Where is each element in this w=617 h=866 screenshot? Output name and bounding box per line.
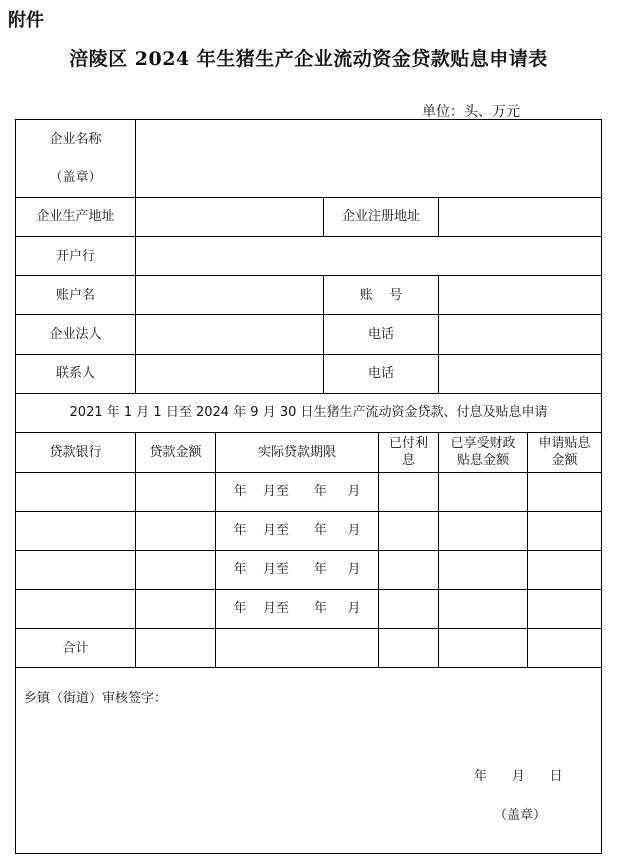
apply-subsidy-field[interactable] — [528, 590, 602, 629]
registered-address-field[interactable] — [439, 198, 602, 237]
row-column-headers — [16, 432, 602, 472]
interest-paid-field[interactable] — [379, 511, 439, 550]
row-account — [16, 276, 602, 315]
col-header-fiscal-line2: 贴息金额 — [456, 453, 509, 469]
loan-amount-field[interactable] — [136, 511, 216, 550]
loan-amount-field[interactable] — [136, 551, 216, 590]
col-header-bank: 贷款银行 — [16, 432, 136, 472]
col-header-period: 实际贷款期限 — [216, 432, 379, 472]
col-header-interest-paid-line2: 息 — [401, 453, 415, 469]
production-address-label: 企业生产地址 — [16, 198, 136, 237]
row-total — [16, 629, 602, 668]
unit-note: 单位：头、万元 — [422, 104, 520, 120]
signature-area[interactable] — [16, 668, 602, 854]
row-company-name — [16, 120, 602, 198]
registered-address-label: 企业注册地址 — [324, 198, 439, 237]
loan-period-field[interactable]: 年 月至 年 月 — [216, 551, 379, 590]
company-name-label-cell — [16, 120, 136, 198]
fiscal-subsidy-field[interactable] — [439, 551, 528, 590]
apply-subsidy-field[interactable] — [528, 472, 602, 511]
table-row — [16, 590, 602, 629]
loan-bank-field[interactable] — [16, 511, 136, 550]
fiscal-subsidy-field[interactable] — [439, 590, 528, 629]
signature-date: 年 月 日 — [474, 769, 563, 785]
interest-paid-field[interactable] — [379, 590, 439, 629]
legal-rep-phone-label: 电话 — [324, 315, 439, 354]
signature-seal-note: （盖章） — [494, 808, 547, 824]
company-name-field[interactable] — [136, 120, 602, 198]
bank-field[interactable] — [136, 237, 602, 276]
contact-phone-field[interactable] — [439, 354, 602, 393]
fiscal-subsidy-field[interactable] — [439, 472, 528, 511]
company-name-label: 企业名称 — [49, 132, 102, 148]
total-fiscal-subsidy-field[interactable] — [439, 629, 528, 668]
col-header-apply-subsidy — [528, 432, 602, 472]
loan-bank-field[interactable] — [16, 551, 136, 590]
contact-label: 联系人 — [16, 354, 136, 393]
row-address — [16, 198, 602, 237]
table-row — [16, 551, 602, 590]
table-row — [16, 472, 602, 511]
account-number-label: 账 号 — [324, 276, 439, 315]
table-row — [16, 511, 602, 550]
legal-rep-field[interactable] — [136, 315, 324, 354]
total-apply-subsidy-field[interactable] — [528, 629, 602, 668]
application-form-table — [15, 119, 602, 854]
contact-phone-label: 电话 — [324, 354, 439, 393]
col-header-apply-line2: 金额 — [551, 453, 578, 469]
loan-period-field[interactable]: 年 月至 年 月 — [216, 590, 379, 629]
loan-amount-field[interactable] — [136, 472, 216, 511]
row-signature — [16, 668, 602, 854]
total-period-field[interactable] — [216, 629, 379, 668]
form-title: 涪陵区 2024 年生猪生产企业流动资金贷款贴息申请表 — [69, 48, 548, 70]
legal-rep-phone-field[interactable] — [439, 315, 602, 354]
row-section-title — [16, 393, 602, 432]
col-header-interest-paid — [379, 432, 439, 472]
col-header-amount: 贷款金额 — [136, 432, 216, 472]
loan-bank-field[interactable] — [16, 472, 136, 511]
loan-period-field[interactable]: 年 月至 年 月 — [216, 472, 379, 511]
section-title: 2021 年 1 月 1 日至 2024 年 9 月 30 日生猪生产流动资金贷款、付息及贴息申请 — [16, 393, 602, 432]
total-interest-paid-field[interactable] — [379, 629, 439, 668]
row-contact — [16, 354, 602, 393]
account-name-field[interactable] — [136, 276, 324, 315]
col-header-interest-paid-line1: 已付利 — [388, 435, 428, 451]
interest-paid-field[interactable] — [379, 551, 439, 590]
row-legal-rep — [16, 315, 602, 354]
legal-rep-label: 企业法人 — [16, 315, 136, 354]
bank-label: 开户行 — [16, 237, 136, 276]
col-header-fiscal-subsidy — [439, 432, 528, 472]
loan-amount-field[interactable] — [136, 590, 216, 629]
total-label: 合计 — [16, 629, 136, 668]
apply-subsidy-field[interactable] — [528, 511, 602, 550]
col-header-fiscal-line1: 已享受财政 — [450, 435, 516, 451]
fiscal-subsidy-field[interactable] — [439, 511, 528, 550]
production-address-field[interactable] — [136, 198, 324, 237]
loan-bank-field[interactable] — [16, 590, 136, 629]
contact-field[interactable] — [136, 354, 324, 393]
account-number-field[interactable] — [439, 276, 602, 315]
signature-label: 乡镇（街道）审核签字： — [24, 691, 168, 707]
attachment-label: 附件 — [8, 10, 44, 31]
col-header-apply-line1: 申请贴息 — [538, 435, 591, 451]
interest-paid-field[interactable] — [379, 472, 439, 511]
total-amount-field[interactable] — [136, 629, 216, 668]
row-bank — [16, 237, 602, 276]
company-seal-note: （盖章） — [49, 169, 102, 185]
account-name-label: 账户名 — [16, 276, 136, 315]
loan-period-field[interactable]: 年 月至 年 月 — [216, 511, 379, 550]
apply-subsidy-field[interactable] — [528, 551, 602, 590]
